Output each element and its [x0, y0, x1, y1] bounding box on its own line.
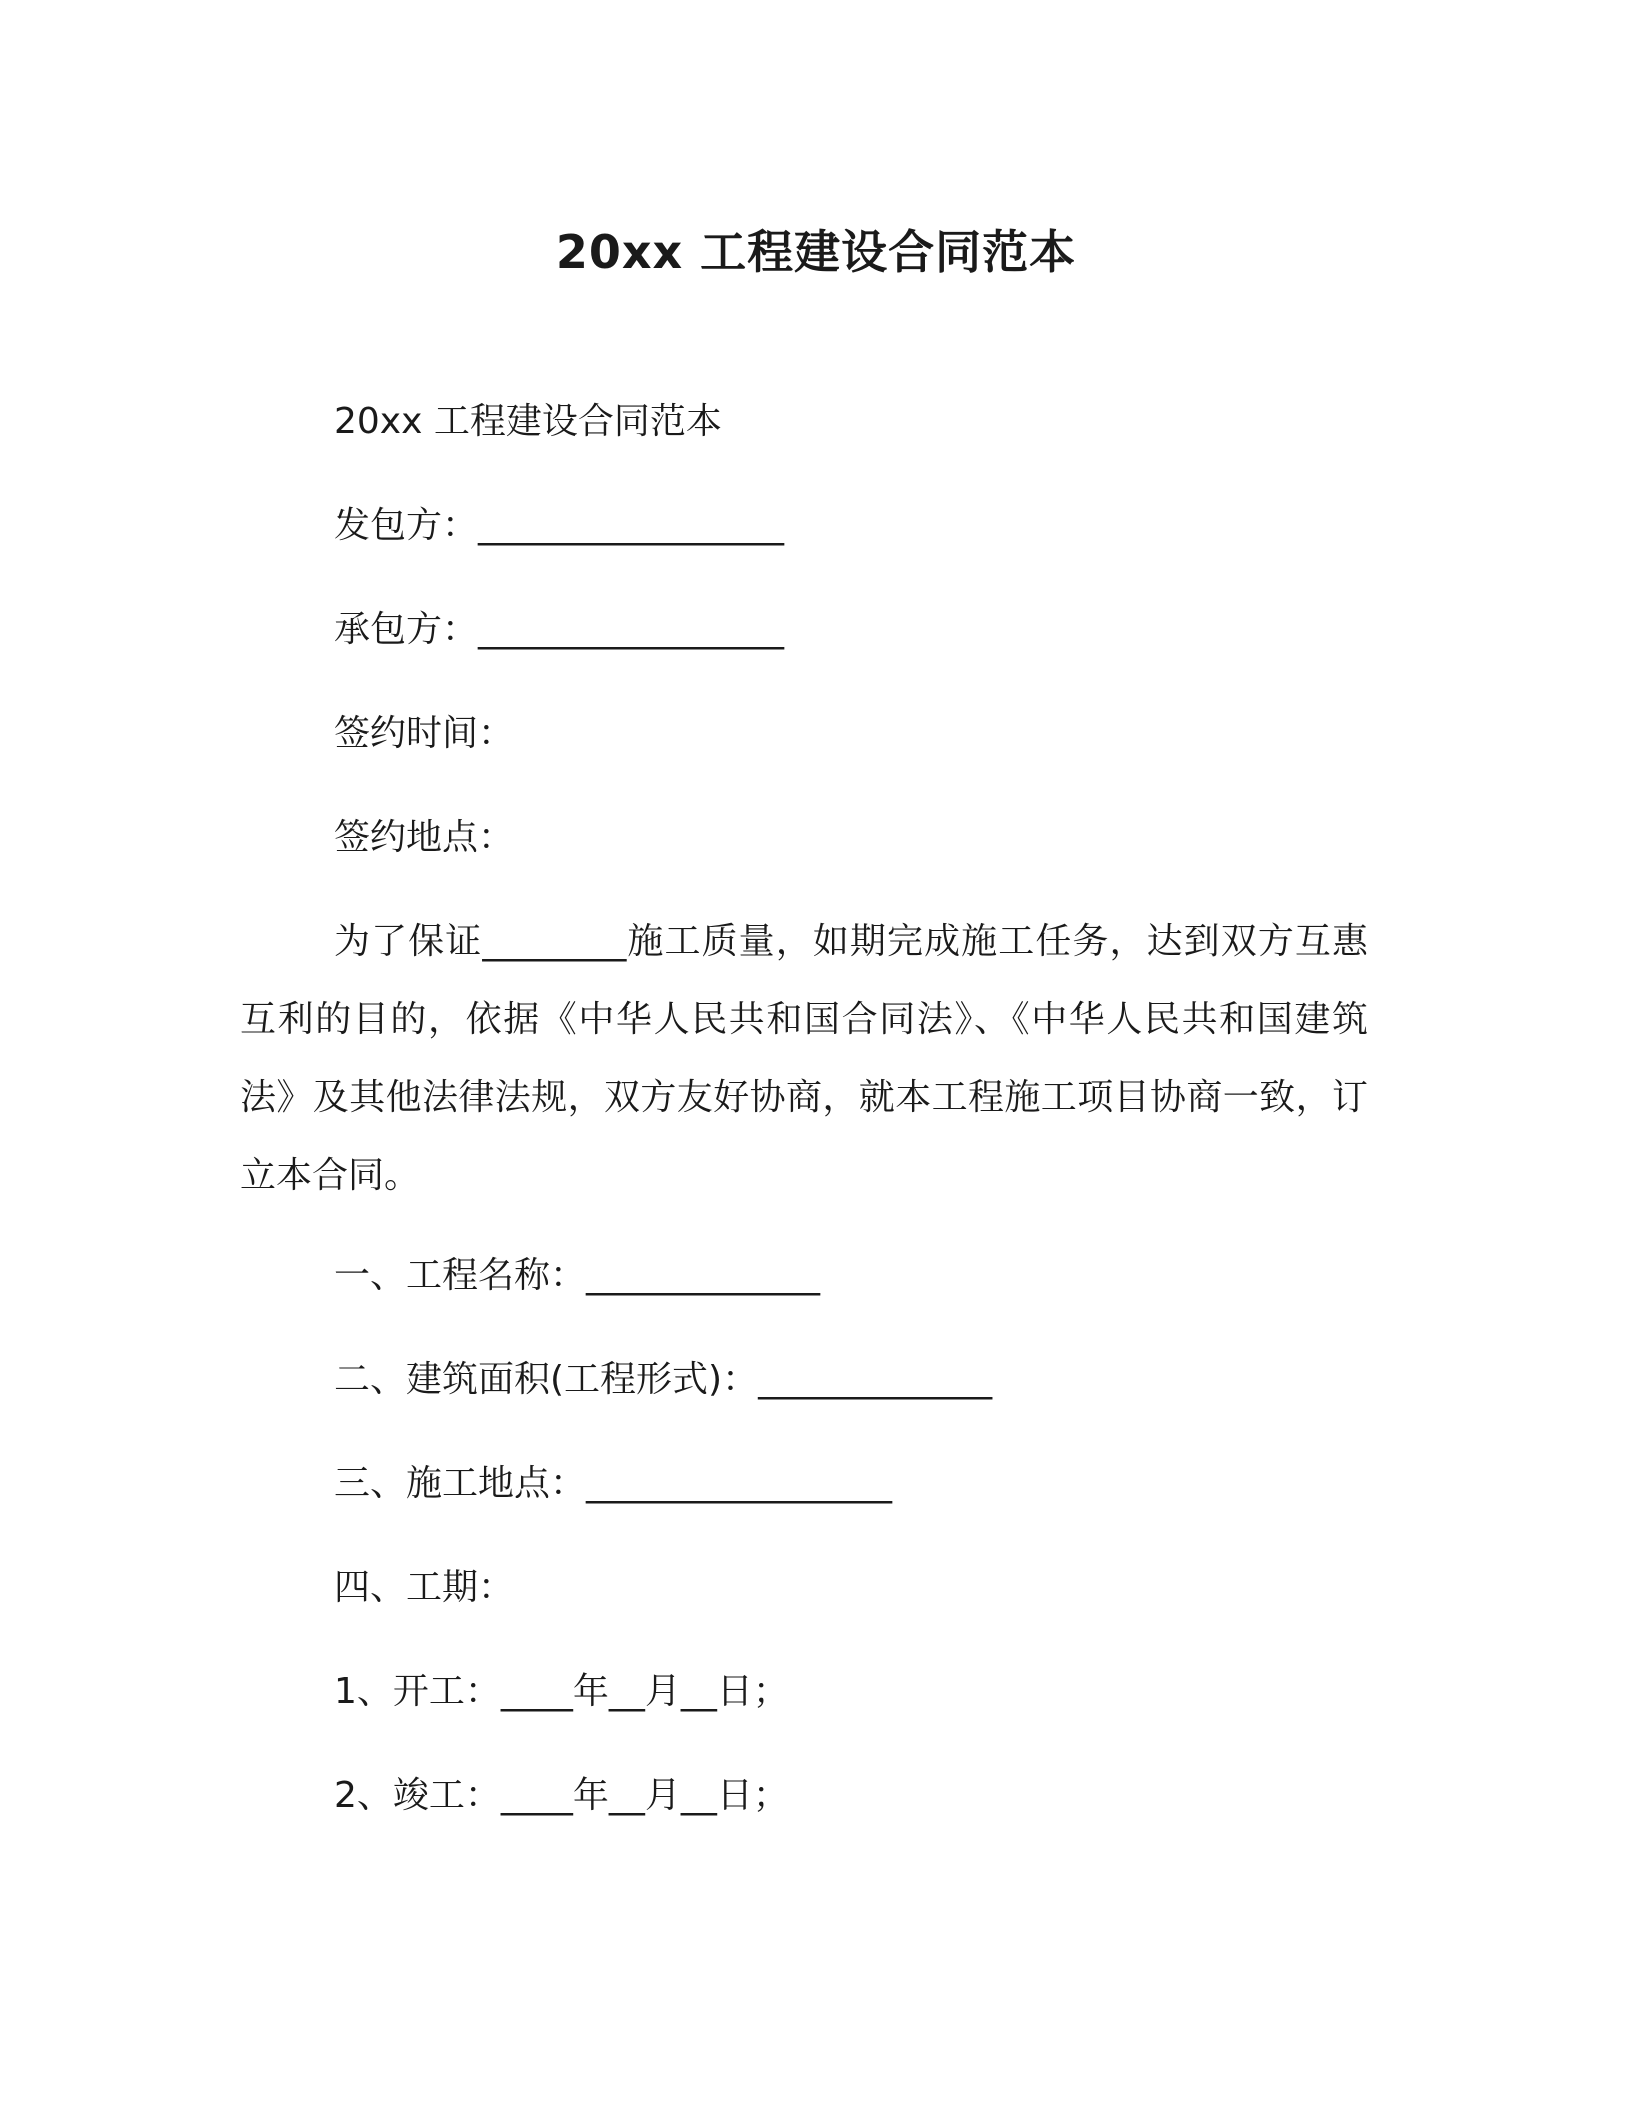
clause-construction-site: 三、施工地点：_________________ — [334, 1463, 893, 1504]
signing-place-field: 签约地点： — [334, 817, 515, 858]
clause-project-name: 一、工程名称：_____________ — [334, 1255, 821, 1296]
clause-completion-date: 2、竣工：____年__月__日； — [334, 1775, 789, 1816]
contractor-field: 承包方：_________________ — [334, 609, 785, 650]
clause-duration: 四、工期： — [334, 1567, 515, 1608]
clause-building-area: 二、建筑面积(工程形式)：_____________ — [334, 1359, 993, 1400]
signing-time-field: 签约时间： — [334, 713, 515, 754]
document-subtitle: 20xx 工程建设合同范本 — [334, 401, 722, 442]
clause-start-date: 1、开工：____年__月__日； — [334, 1671, 789, 1712]
preamble-paragraph: 为了保证________施工质量，如期完成施工任务，达到双方互惠互利的目的，依据《中华人民共和国合同法》、《中华人民共和国建筑法》及其他法律法规，双方友好协商，就本工程施工项目协商一致，订立本合同。 — [240, 921, 1368, 1196]
document-title: 20xx 工程建设合同范本 — [555, 225, 1077, 279]
employer-field: 发包方：_________________ — [334, 505, 785, 546]
